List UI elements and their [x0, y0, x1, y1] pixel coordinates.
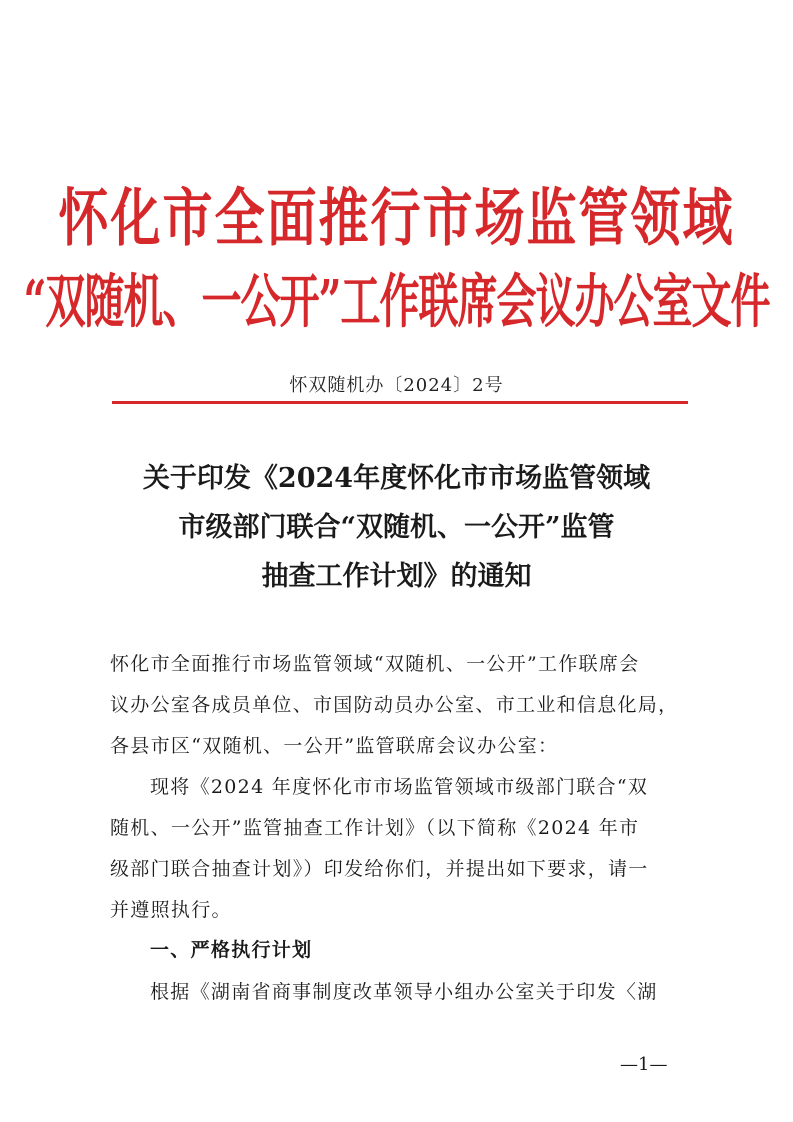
document-number: 怀双随机办〔2024〕2号 [289, 375, 504, 396]
addressee-line-3: 各县市区“双随机、一公开”监管联席会议办公室： [110, 735, 559, 757]
notice-title-line-3: 抽查工作计划》的通知 [261, 561, 532, 592]
red-divider [112, 401, 688, 404]
section-heading-1: 一、严格执行计划 [150, 939, 313, 961]
addressee-line-2: 议办公室各成员单位、市国防动员办公室、市工业和信息化局， [110, 694, 679, 716]
document-header-line-1: 怀化市全面推行市场监管领域 [58, 180, 735, 255]
page-number: —1— [620, 1054, 668, 1075]
notice-title-line-1: 关于印发《2024年度怀化市市场监管领域 [142, 463, 651, 494]
notice-title-line-2: 市级部门联合“双随机、一公开”监管 [178, 512, 615, 543]
document-header-line-2: “双随机、一公开”工作联席会议办公室文件 [23, 267, 770, 336]
paragraph-line-4: 并遵照执行。 [110, 899, 232, 921]
paragraph-line-3: 级部门联合抽查计划》）印发给你们，并提出如下要求，请一 [110, 858, 649, 880]
addressee-line-1: 怀化市全面推行市场监管领域“双随机、一公开”工作联席会 [110, 653, 640, 675]
paragraph-line-1: 现将《2024 年度怀化市市场监管领域市级部门联合“双 [150, 776, 649, 798]
paragraph-line-2: 随机、一公开”监管抽查工作计划》（以下简称《2024 年市 [110, 817, 640, 839]
paragraph-line-5: 根据《湖南省商事制度改革领导小组办公室关于印发〈湖 [150, 981, 658, 1003]
